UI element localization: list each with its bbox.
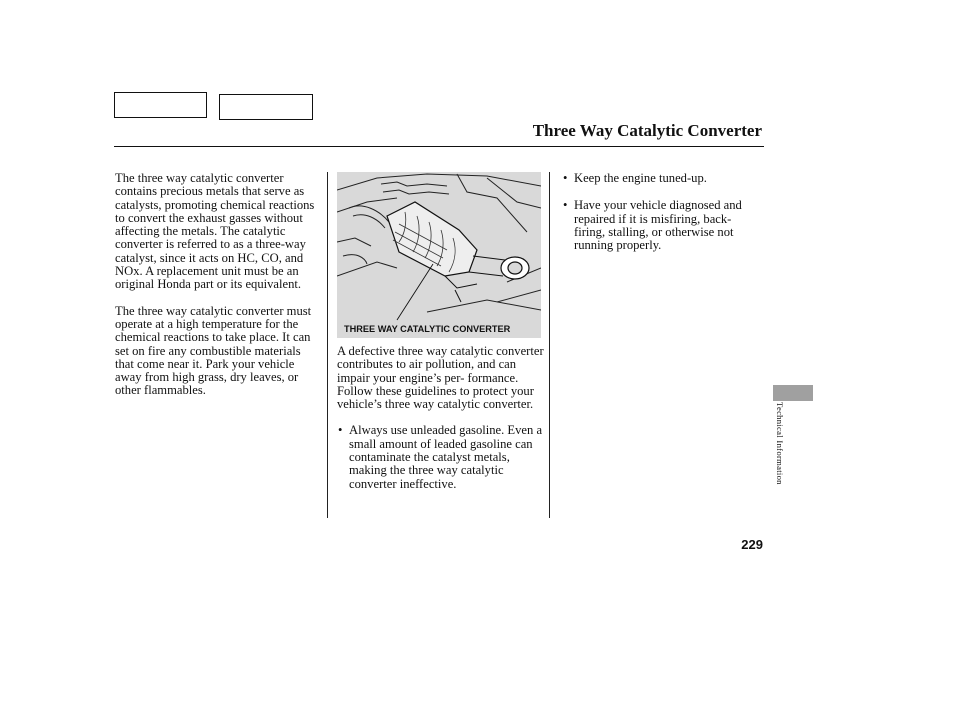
page-number: 229	[741, 537, 763, 552]
paragraph-guidelines: A defective three way catalytic converter contributes to air pollution, and can impair your engine’s per- formance. Follow these guidelines to protect your vehicle’s three way catalytic converter.	[337, 344, 544, 412]
nav-button-previous[interactable]	[114, 92, 207, 118]
paragraph-catalyst-intro: The three way catalytic converter contains precious metals that serve as catalysts, promoting chemical reactions to convert the exhaust gasses without affecting the metals. The catalytic converter is referred to as a three-way catalyst, since it acts on HC, CO, and NOx. A replacement unit must be an original Honda part or its equivalent.	[115, 171, 315, 292]
catalytic-converter-figure	[337, 172, 541, 338]
paragraph-heat-warning: The three way catalytic converter must operate at a high temperature for the chemical reactions to take place. It can set on fire any combustible materials that come near it. Park your vehicle away from high grass, dry leaves, or other flammables.	[115, 303, 312, 398]
nav-button-next[interactable]	[219, 94, 313, 120]
column-divider	[327, 172, 328, 518]
guidelines-list	[337, 424, 545, 490]
list-item: • Have your vehicle diagnosed and repaired if it is misfiring, back- firing, stalling, or otherwise not running properly.	[562, 199, 762, 252]
figure-caption: THREE WAY CATALYTIC CONVERTER	[344, 324, 511, 334]
page-title: Three Way Catalytic Converter	[532, 121, 762, 140]
column-3	[562, 172, 762, 266]
list-item: • Keep the engine tuned-up.	[562, 172, 762, 185]
column-1	[115, 172, 320, 411]
title-rule	[114, 146, 764, 147]
column-2	[337, 345, 545, 505]
catalytic-converter-illustration	[337, 172, 541, 338]
list-item: • Always use unleaded gasoline. Even a small amount of leaded gasoline can contaminate the catalyst metals, making the three way catalytic converter ineffective.	[337, 424, 545, 490]
column-divider	[549, 172, 550, 518]
guidelines-list-continued	[562, 172, 762, 252]
section-tab[interactable]	[773, 385, 813, 401]
section-label: Technical Information	[775, 402, 785, 485]
